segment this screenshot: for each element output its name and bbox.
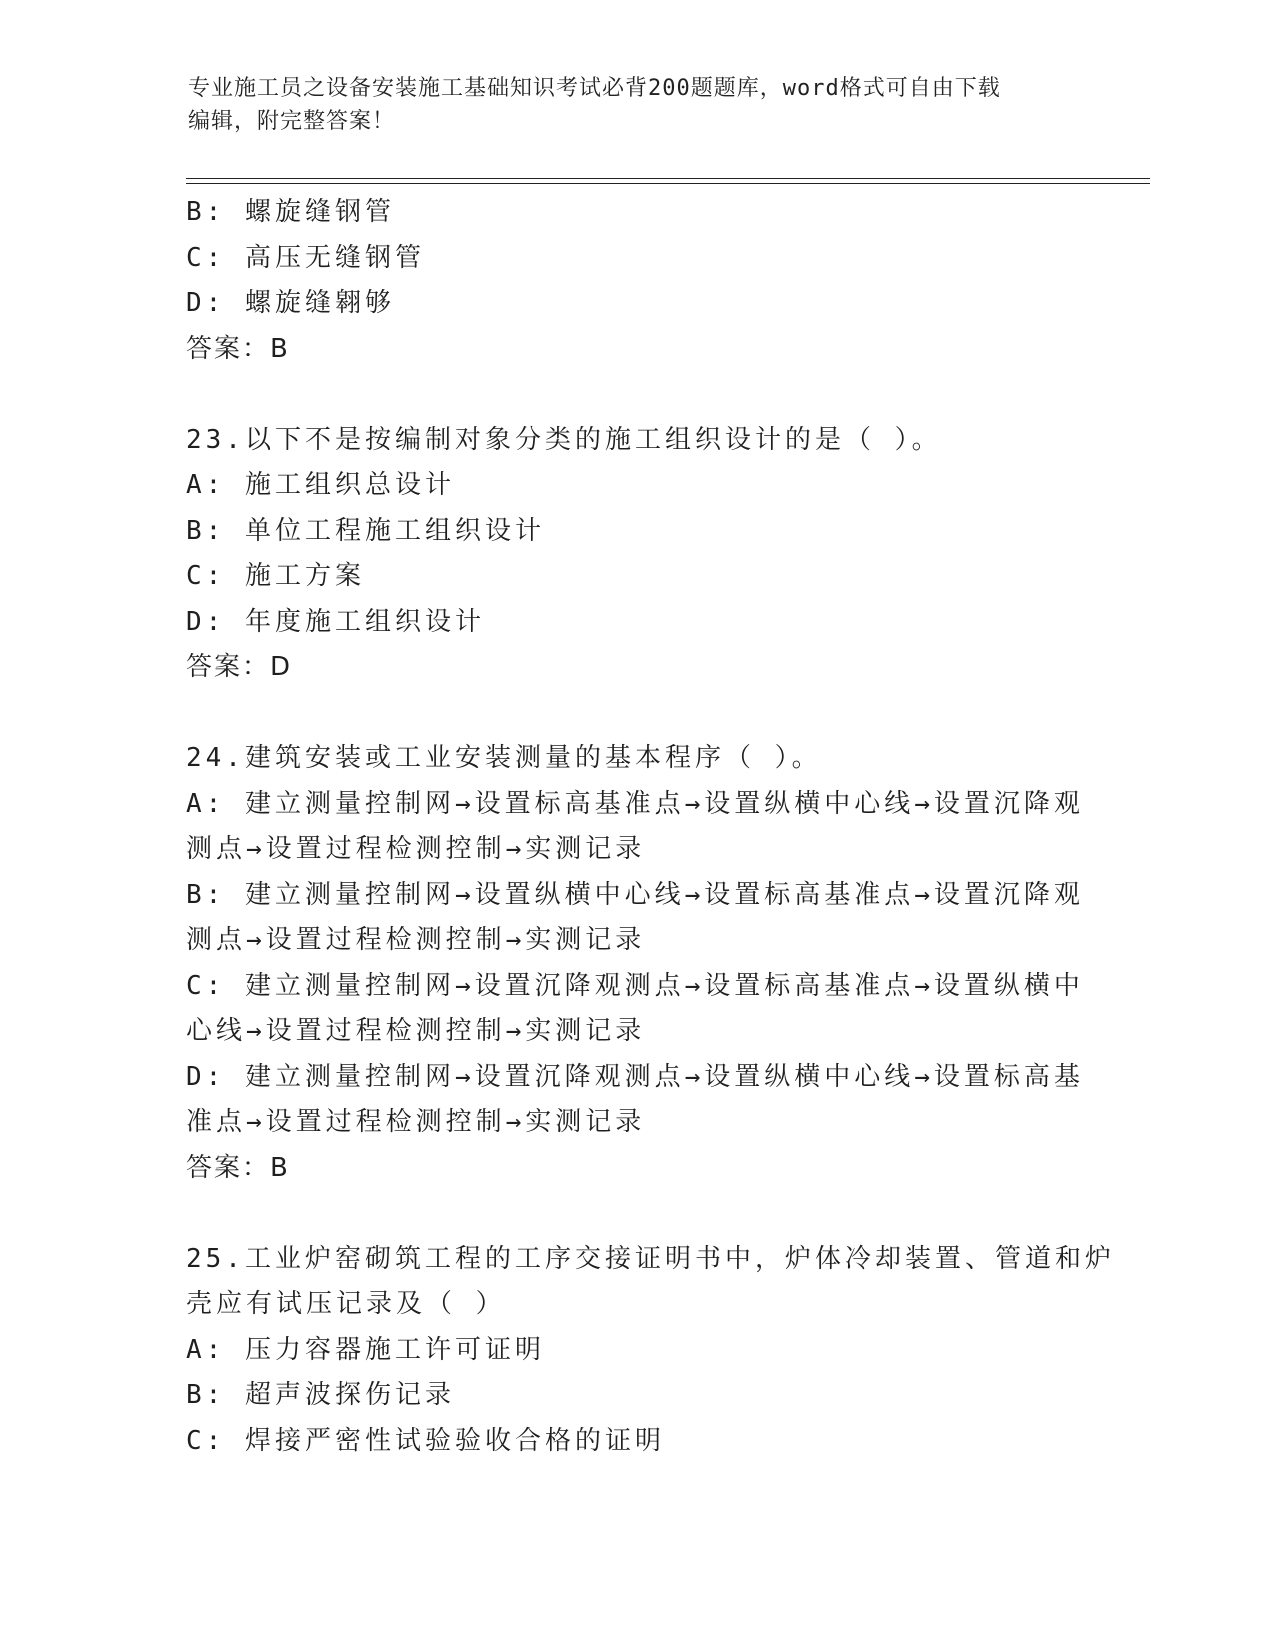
q23-option-c: C: 施工方案 [186,561,365,591]
q23-answer: 答案：D [186,652,293,682]
q24-question: 24.建筑安装或工业安装测量的基本程序（ ）。 [186,743,822,773]
spacer [186,1191,1086,1237]
q24-option-c-line2: 心线→设置过程检测控制→实测记录 [186,1016,646,1046]
q22-answer: 答案：B [186,333,290,364]
q25-question-line2: 壳应有试压记录及（ ） [186,1289,506,1319]
q24-option-c-line1: C: 建立测量控制网→设置沉降观测点→设置标高基准点→设置纵横中 [186,970,1084,1001]
q24-option-d-line1: D: 建立测量控制网→设置沉降观测点→设置纵横中心线→设置标高基 [186,1061,1084,1092]
q23-option-d: D: 年度施工组织设计 [186,606,485,637]
q23-option-b: B: 单位工程施工组织设计 [186,515,545,546]
q24-option-b-line1: B: 建立测量控制网→设置纵横中心线→设置标高基准点→设置沉降观 [186,879,1084,910]
q24-option-a-line1: A: 建立测量控制网→设置标高基准点→设置纵横中心线→设置沉降观 [186,788,1084,819]
header-line-1: 专业施工员之设备安装施工基础知识考试必背200题题库，word格式可自由下载 [188,76,1001,101]
header-rule-top [186,178,1150,179]
q24-option-b-line2: 测点→设置过程检测控制→实测记录 [186,925,646,955]
q22-option-c: C: 高压无缝钢管 [186,242,425,273]
q25-option-a: A: 压力容器施工许可证明 [186,1334,545,1365]
q22-option-b: B: 螺旋缝钢管 [186,197,395,227]
header-line-2: 编辑，附完整答案！ [188,109,396,134]
q23-question: 23.以下不是按编制对象分类的施工组织设计的是（ ）。 [186,424,942,455]
q25-question-line1: 25.工业炉窑砌筑工程的工序交接证明书中，炉体冷却装置、管道和炉 [186,1243,1115,1274]
q24-option-a-line2: 测点→设置过程检测控制→实测记录 [186,834,646,864]
q24-option-d-line2: 准点→设置过程检测控制→实测记录 [186,1107,646,1137]
spacer [186,691,1086,737]
q25-option-c: C: 焊接严密性试验验收合格的证明 [186,1425,665,1456]
spacer [186,372,1086,418]
header-rule-bottom [186,183,1150,184]
document-body [186,190,1115,1464]
q24-answer: 答案：B [186,1152,290,1183]
q23-option-a: A: 施工组织总设计 [186,470,455,500]
document-header [188,72,1068,138]
q25-option-b: B: 超声波探伤记录 [186,1380,455,1410]
q22-option-d: D: 螺旋缝翱够 [186,288,395,318]
